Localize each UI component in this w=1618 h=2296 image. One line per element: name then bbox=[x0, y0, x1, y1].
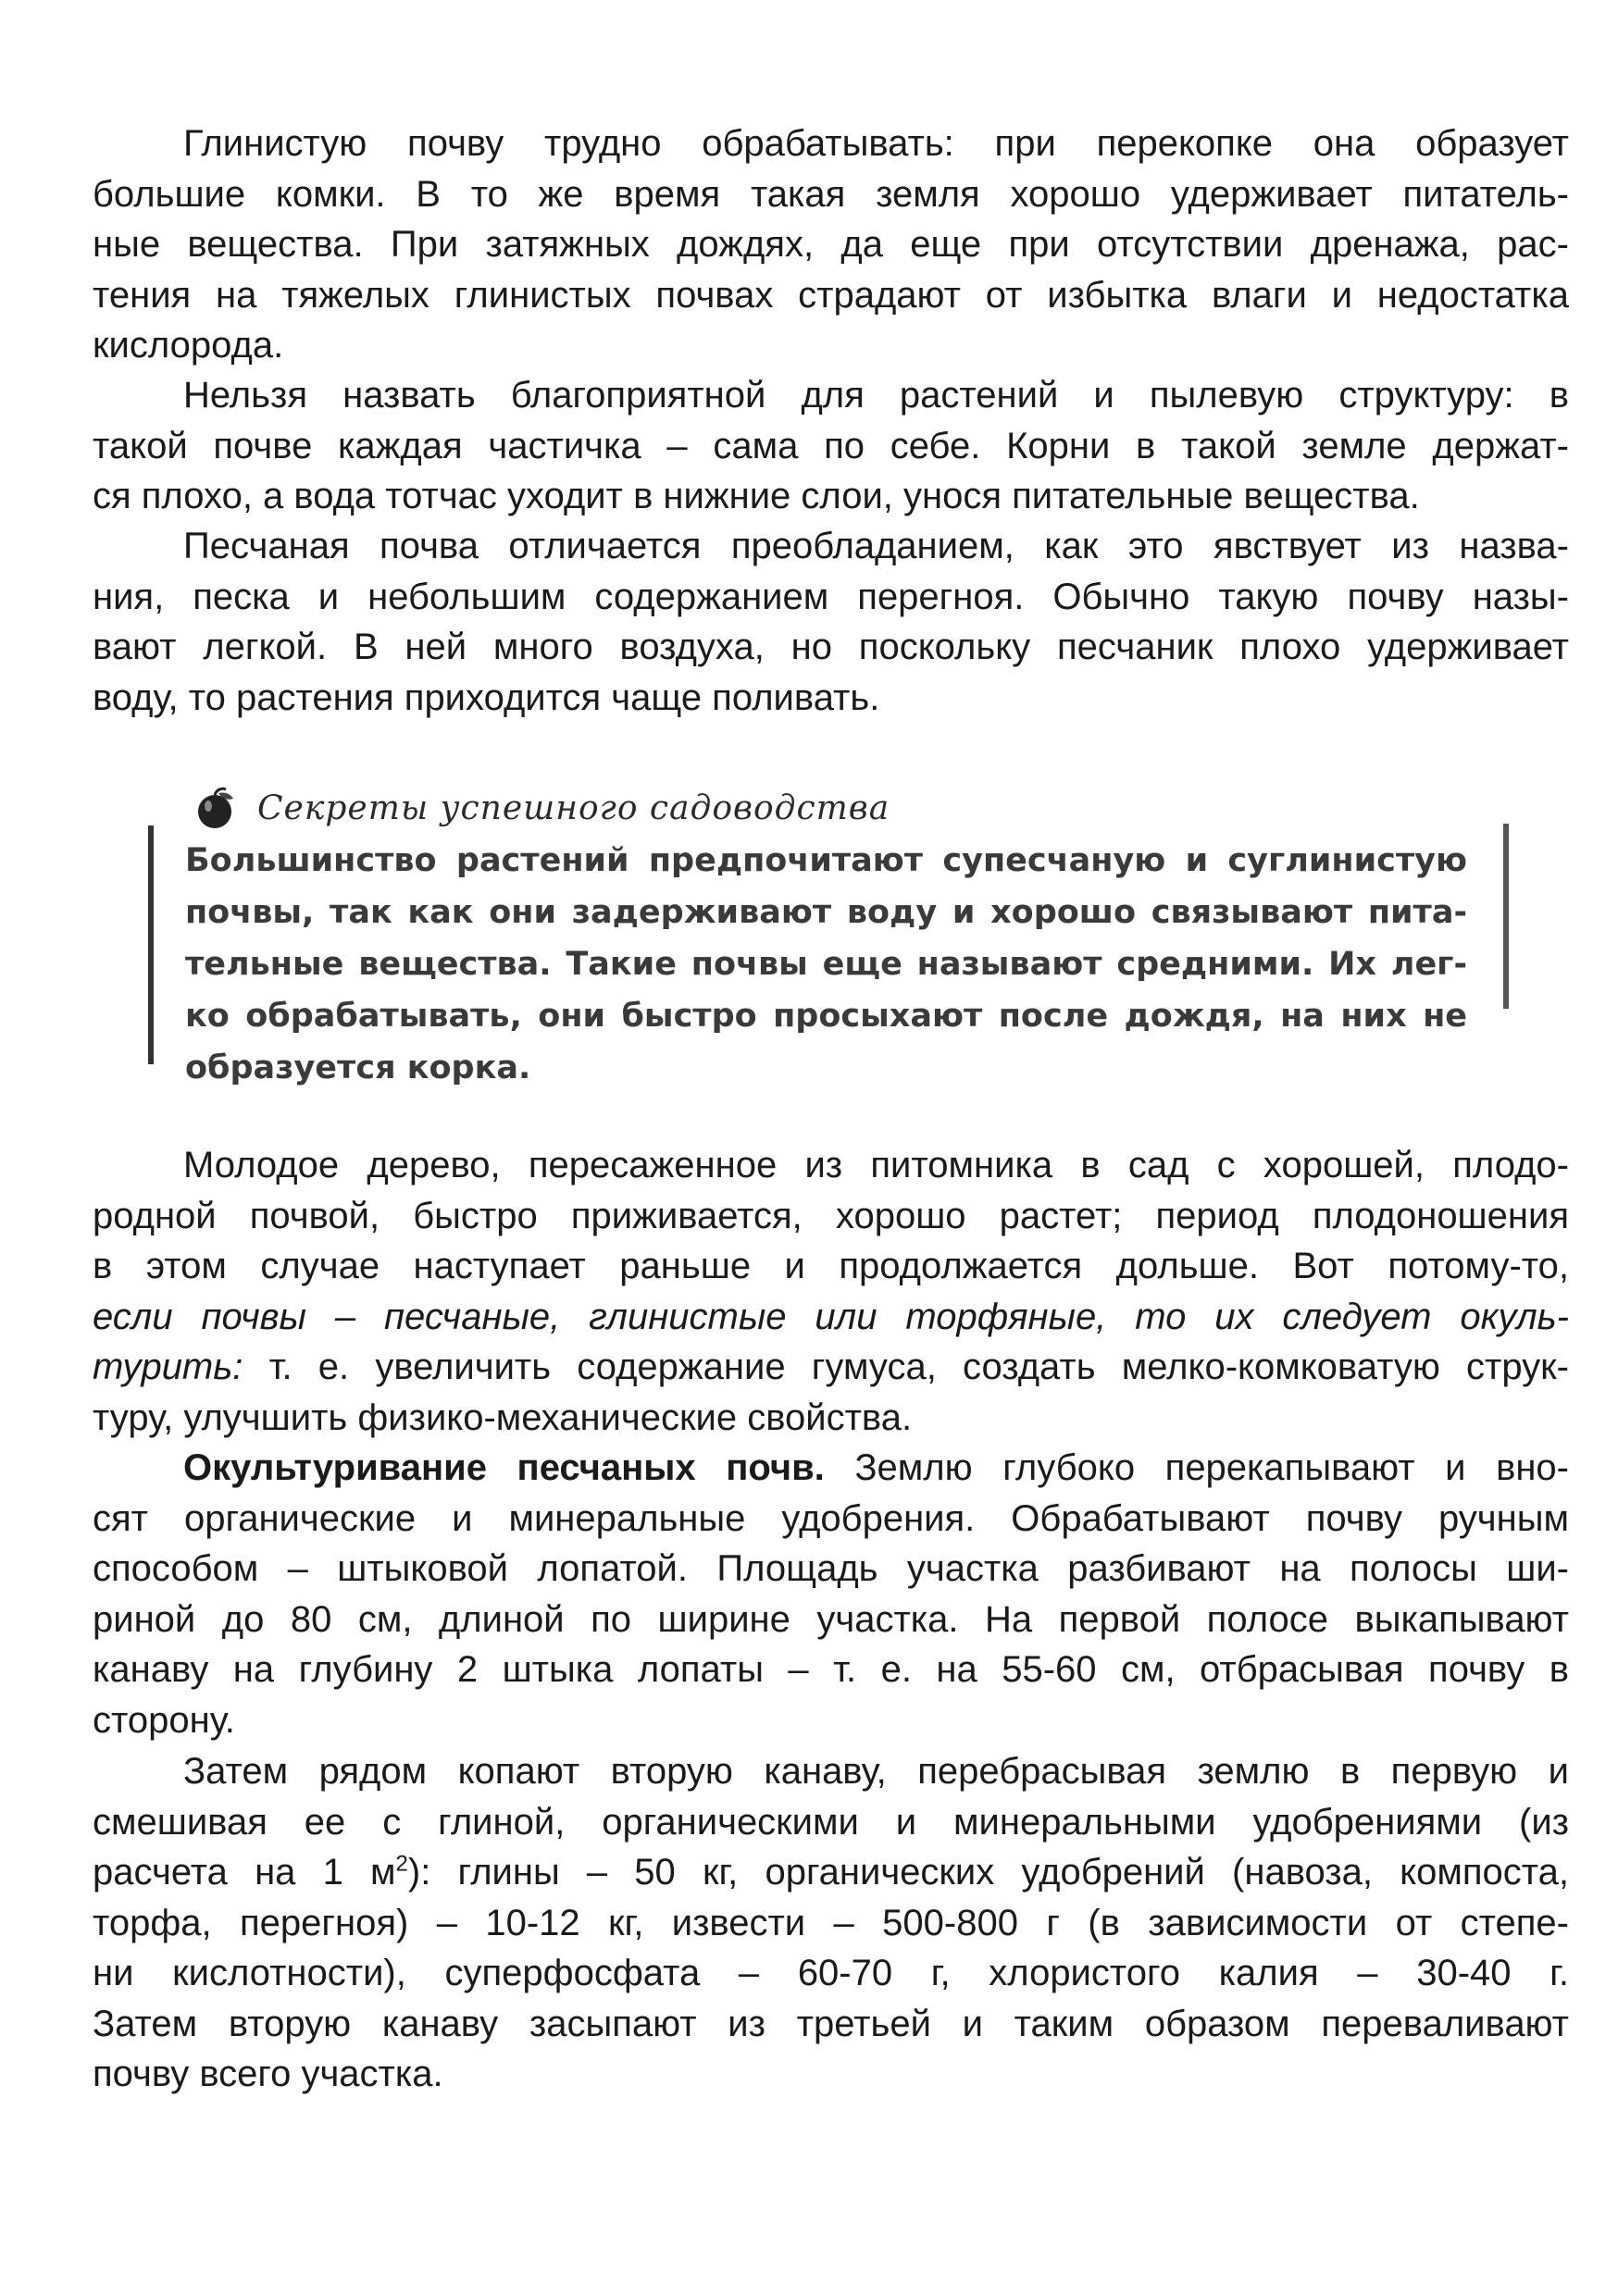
paragraph-young-tree bbox=[93, 1140, 1569, 1443]
text-line: родной почвой, быстро приживается, хорошо растет; период плодоношения bbox=[93, 1195, 1569, 1236]
apple-icon bbox=[194, 786, 239, 830]
text-line: Глинистую почву трудно обрабатывать: при перекопке она образует bbox=[183, 123, 1569, 164]
text-line: Молодое дерево, пересаженное из питомника в сад с хорошей, плодо- bbox=[183, 1145, 1569, 1185]
text-line: тельные вещества. Такие почвы еще называют средними. Их лег- bbox=[185, 946, 1467, 983]
text-line: ния, песка и небольшим содержанием перегноя. Обычно такую почву назы- bbox=[93, 576, 1569, 617]
text-fragment: расчета на 1 м bbox=[93, 1852, 396, 1893]
text-line bbox=[93, 1443, 1569, 1494]
text-line: туру, улучшить физико-механические свойства. bbox=[93, 1396, 913, 1438]
right-rule bbox=[1503, 824, 1509, 1009]
gardening-secrets-box bbox=[148, 768, 1509, 1101]
text-line: почвы, так как они задерживают воду и хорошо связывают пита- bbox=[185, 894, 1467, 931]
text-line-italic: если почвы – песчаные, глинистые или торфяные, то их следует окуль- bbox=[93, 1296, 1569, 1337]
text-line: тения на тяжелых глинистых почвах страдают от избытка влаги и недостатка bbox=[93, 274, 1569, 316]
text-line: Затем рядом копают вторую канаву, перебрасывая землю в первую и bbox=[183, 1751, 1569, 1792]
text-line: торфа, перегноя) – 10-12 кг, извести – 500-800 г (в зависимости от степе- bbox=[93, 1902, 1569, 1943]
text-line: сят органические и минеральные удобрения. Обрабатывают почву ручным bbox=[93, 1497, 1569, 1539]
text-line bbox=[93, 1847, 1569, 1898]
left-rule bbox=[148, 825, 154, 1064]
section-heading: Окультуривание песчаных почв. bbox=[183, 1447, 825, 1488]
text-line: ные вещества. При затяжных дождях, да еще при отсутствии дренажа, рас- bbox=[93, 224, 1569, 265]
text-line bbox=[93, 1342, 1569, 1393]
sidebar-text bbox=[185, 835, 1467, 1094]
text-line: образуется корка. bbox=[185, 1049, 531, 1086]
sidebar-header bbox=[194, 785, 890, 831]
paragraph-second-trench bbox=[93, 1746, 1569, 2100]
sidebar-title: Секреты успешного садоводства bbox=[257, 788, 890, 827]
text-line: сторону. bbox=[93, 1699, 235, 1741]
text-line: большие комки. В то же время такая земля хорошо удерживает питатель- bbox=[93, 173, 1569, 215]
text-line: в этом случае наступает раньше и продолжается дольше. Вот потому-то, bbox=[93, 1246, 1569, 1286]
text-line: ни кислотности), суперфосфата – 60-70 г, хлористого калия – 30-40 г. bbox=[93, 1953, 1569, 1993]
text-line: способом – штыковой лопатой. Площадь участка разбивают на полосы ши- bbox=[93, 1548, 1569, 1589]
text-line: Песчаная почва отличается преобладанием, как это явствует из назва- bbox=[183, 526, 1569, 566]
text-line: почву всего участка. bbox=[93, 2054, 443, 2094]
text-line: Большинство растений предпочитают супесчаную и суглинистую bbox=[185, 842, 1467, 879]
paragraph-sandy-cultivation bbox=[93, 1443, 1569, 1745]
text-fragment: т. е. увеличить содержание гумуса, создать мелко-комковатую струк- bbox=[243, 1347, 1569, 1387]
text-line: вают легкой. В ней много воздуха, но поскольку песчаник плохо удерживает bbox=[93, 627, 1569, 667]
paragraph-dust-soil bbox=[93, 370, 1569, 522]
superscript: 2 bbox=[395, 1851, 408, 1877]
text-fragment: Землю глубоко перекапывают и вно- bbox=[824, 1447, 1569, 1488]
text-line: такой почве каждая частичка – сама по себе. Корни в такой земле держат- bbox=[93, 425, 1569, 466]
text-line: риной до 80 см, длиной по ширине участка. На первой полосе выкапывают bbox=[93, 1598, 1569, 1640]
text-line: кислорода. bbox=[93, 325, 284, 366]
paragraph-sandy-soil bbox=[93, 521, 1569, 723]
text-line: воду, то растения приходится чаще поливать. bbox=[93, 676, 880, 718]
text-line: канаву на глубину 2 штыка лопаты – т. е. на 55-60 см, отбрасывая почву в bbox=[93, 1649, 1569, 1690]
text-line: ко обрабатывать, они быстро просыхают после дождя, на них не bbox=[185, 998, 1467, 1035]
text-line: ся плохо, а вода тотчас уходит в нижние слои, унося питательные вещества. bbox=[93, 476, 1420, 516]
text-fragment: ): глины – 50 кг, органических удобрений (навоза, компоста, bbox=[407, 1852, 1569, 1893]
italic-word: турить: bbox=[93, 1347, 243, 1387]
text-line: смешивая ее с глиной, органическими и минеральными удобрениями (из bbox=[93, 1801, 1569, 1843]
paragraph-clay-soil bbox=[93, 118, 1569, 371]
text-line: Затем вторую канаву засыпают из третьей и таким образом переваливают bbox=[93, 2003, 1569, 2044]
text-line: Нельзя назвать благоприятной для растений и пылевую структуру: в bbox=[183, 375, 1569, 416]
